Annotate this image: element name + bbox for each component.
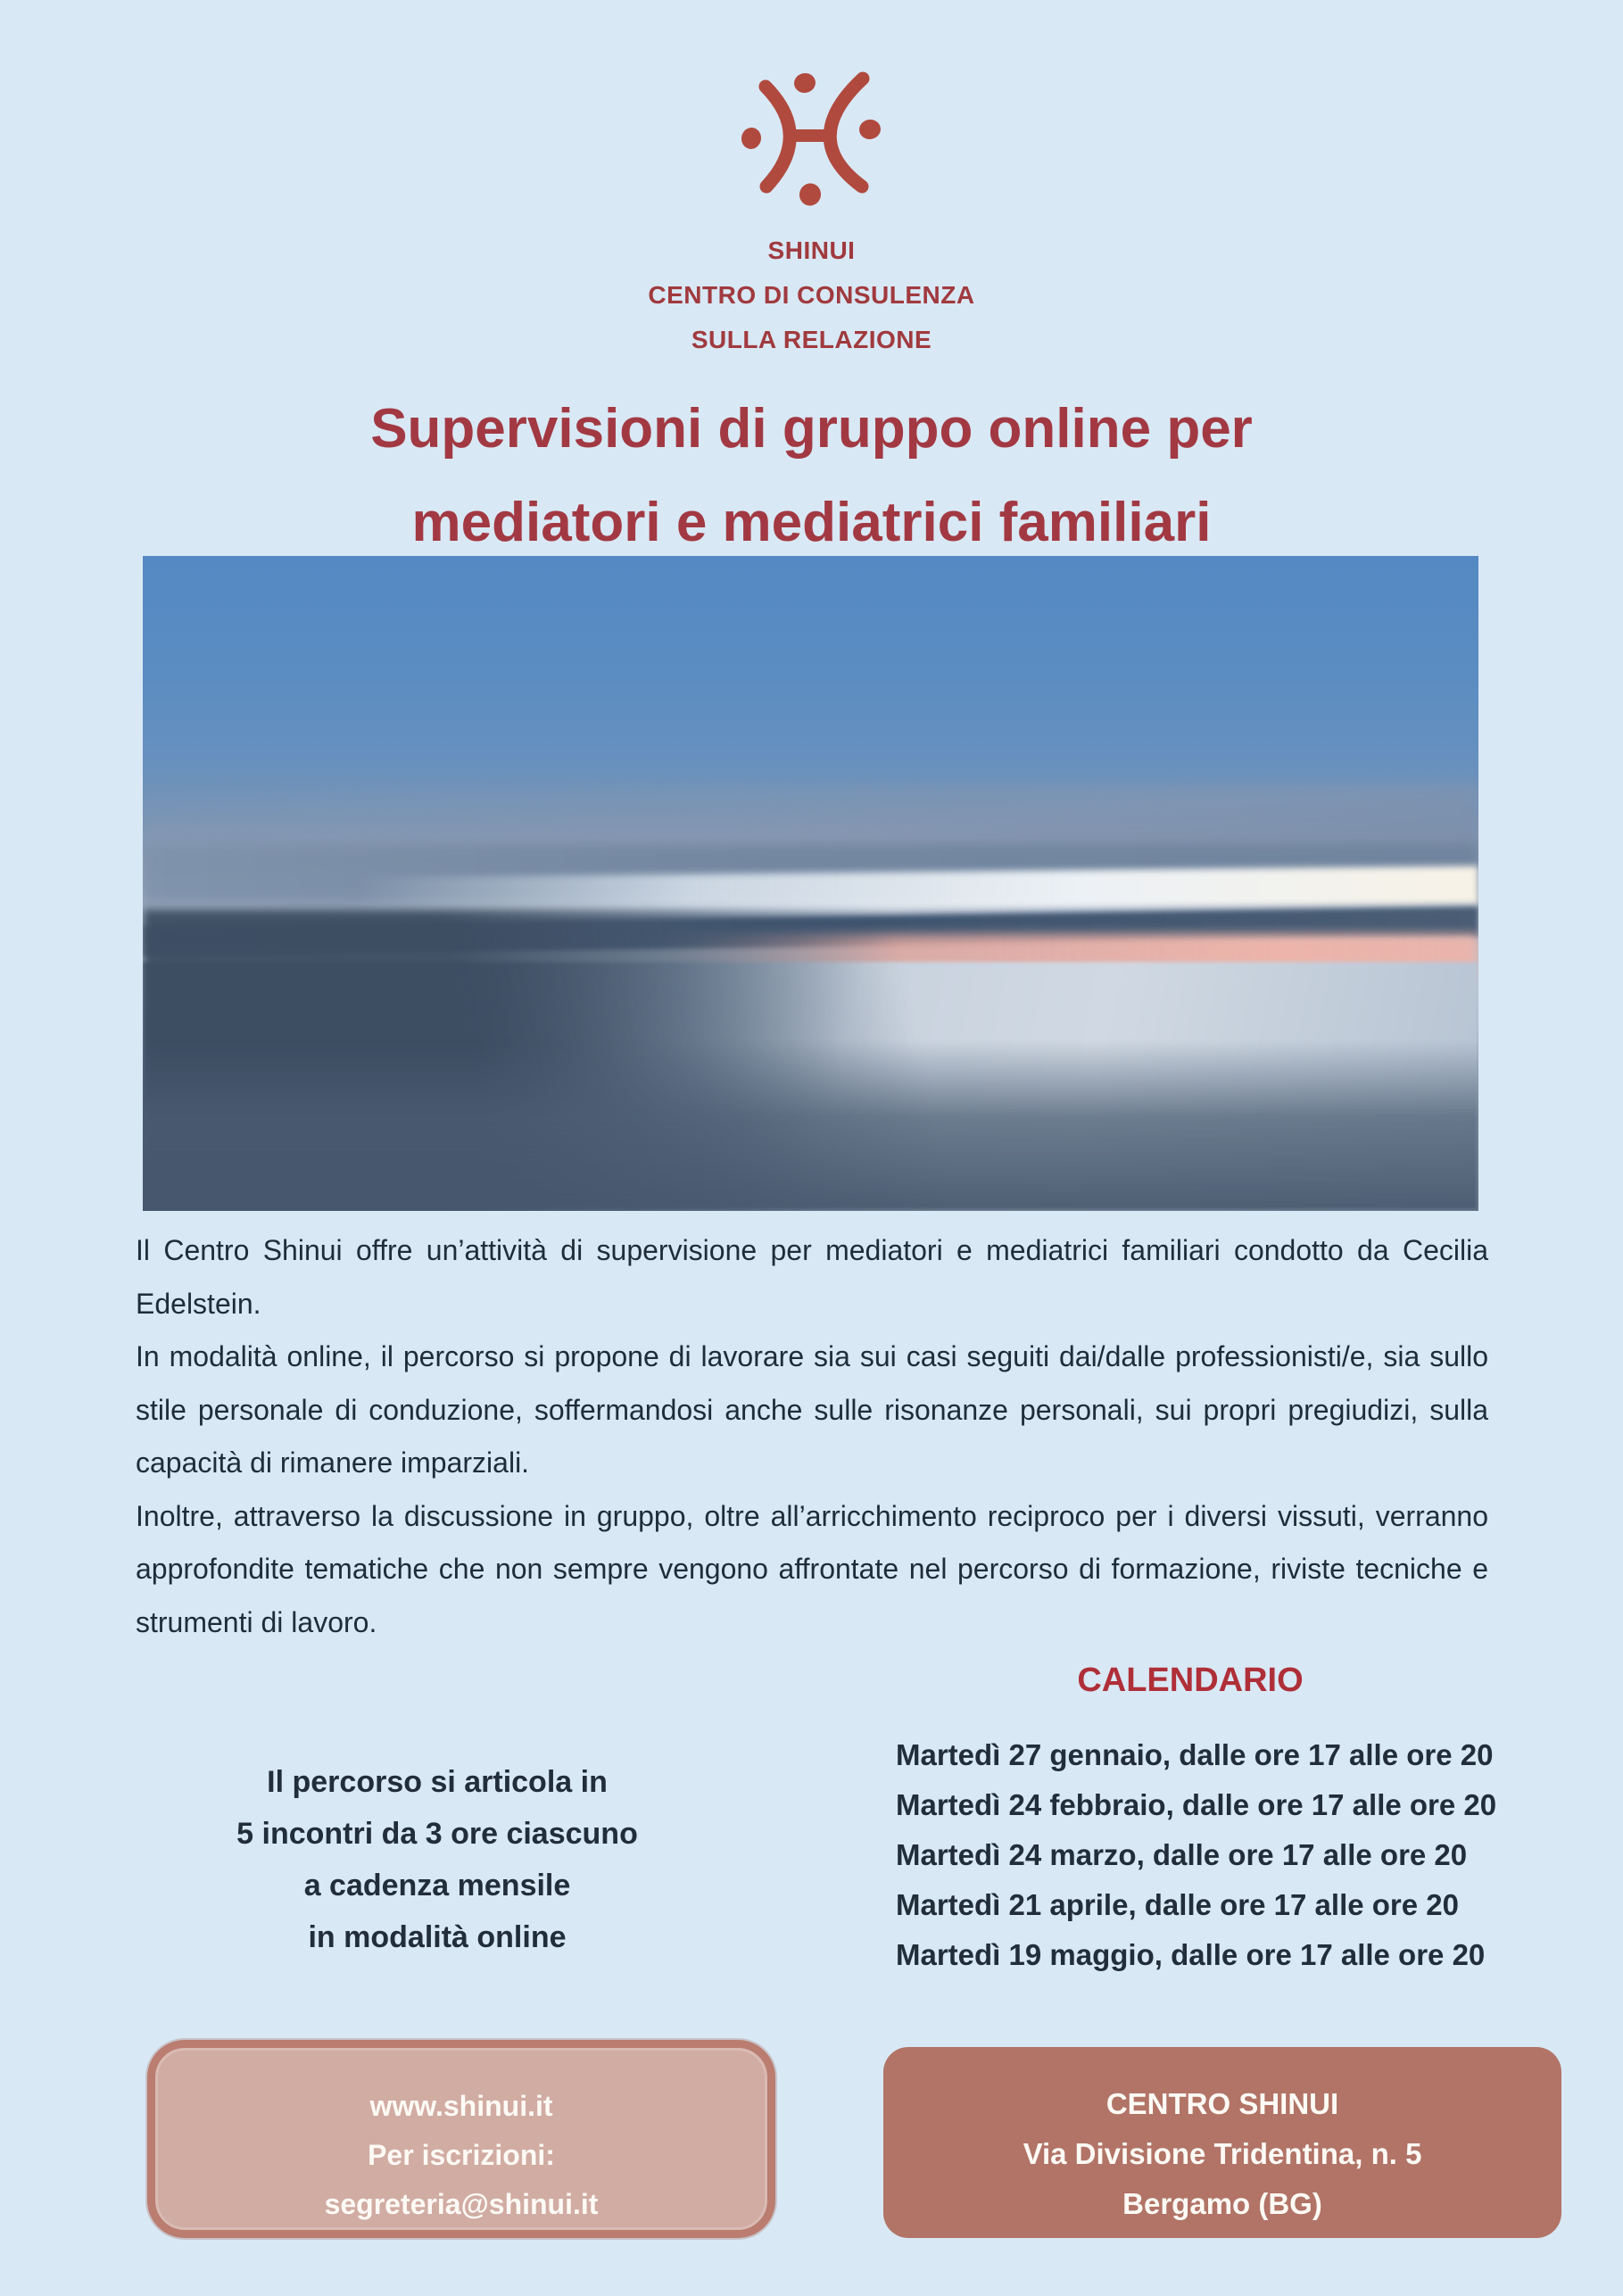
course-info: [125, 1756, 749, 1963]
calendar-item-1: Martedì 27 gennaio, dalle ore 17 alle ore 20: [896, 1738, 1494, 1771]
course-info-line1: Il percorso si articola in: [267, 1765, 608, 1799]
calendar-heading: CALENDARIO: [1077, 1662, 1304, 1699]
address-box: [883, 2047, 1561, 2238]
contact-label: Per iscrizioni:: [368, 2139, 555, 2171]
hero-photo: [143, 556, 1478, 1211]
body-paragraph-1: Il Centro Shinui offre un’attività di supervisione per mediatori e mediatrici familiari condotto da Cecilia Edelstein.: [136, 1234, 1488, 1320]
calendar-item-2: Martedì 24 febbraio, dalle ore 17 alle ore 20: [896, 1788, 1497, 1821]
address-city: Bergamo (BG): [1122, 2187, 1322, 2220]
org-subtitle-line2: SULLA RELAZIONE: [691, 326, 932, 353]
course-info-line2: 5 incontri da 3 ore ciascuno: [236, 1817, 638, 1851]
contact-email: segreteria@shinui.it: [324, 2188, 599, 2220]
contact-website: www.shinui.it: [369, 2090, 553, 2122]
contact-box: [147, 2040, 775, 2238]
org-header: [0, 228, 1623, 362]
shinui-logo-svg: [733, 66, 890, 214]
page-title-line1: Supervisioni di gruppo online per: [370, 398, 1253, 460]
org-name: SHINUI: [767, 236, 856, 264]
course-info-line4: in modalità online: [308, 1920, 567, 1954]
address-org: CENTRO SHINUI: [1105, 2087, 1339, 2120]
shinui-logo-icon: [733, 66, 890, 214]
course-info-line3: a cadenza mensile: [303, 1869, 571, 1902]
org-subtitle-line1: CENTRO DI CONSULENZA: [648, 281, 975, 309]
body-paragraph-3: Inoltre, attraverso la discussione in gruppo, oltre all’arricchimento reciproco per i diversi vissuti, verranno approfondite tematiche che non sempre vengono affrontate nel percorso di formazione, riviste tecniche e strumenti di lavoro.: [136, 1499, 1488, 1638]
calendar-item-3: Martedì 24 marzo, dalle ore 17 alle ore 20: [896, 1838, 1468, 1871]
body-paragraph-2: In modalità online, il percorso si propone di lavorare sia sui casi seguiti dai/dalle professionisti/e, sia sullo stile personale di conduzione, soffermandosi anche sulle risonanze personali, sui propri pregiudizi, sulla capacità di rimanere imparziali.: [136, 1340, 1488, 1479]
page-title: [0, 382, 1623, 569]
page-title-line2: mediatori e mediatrici familiari: [411, 492, 1212, 553]
hero-photo-bottom-shade: [143, 1040, 1478, 1211]
address-street: Via Divisione Tridentina, n. 5: [1023, 2137, 1422, 2170]
calendar-list: [896, 1730, 1538, 1980]
body-text: [136, 1224, 1488, 1649]
calendar-item-5: Martedì 19 maggio, dalle ore 17 alle ore 20: [896, 1938, 1486, 1971]
calendar-item-4: Martedì 21 aprile, dalle ore 17 alle ore 20: [896, 1888, 1459, 1921]
